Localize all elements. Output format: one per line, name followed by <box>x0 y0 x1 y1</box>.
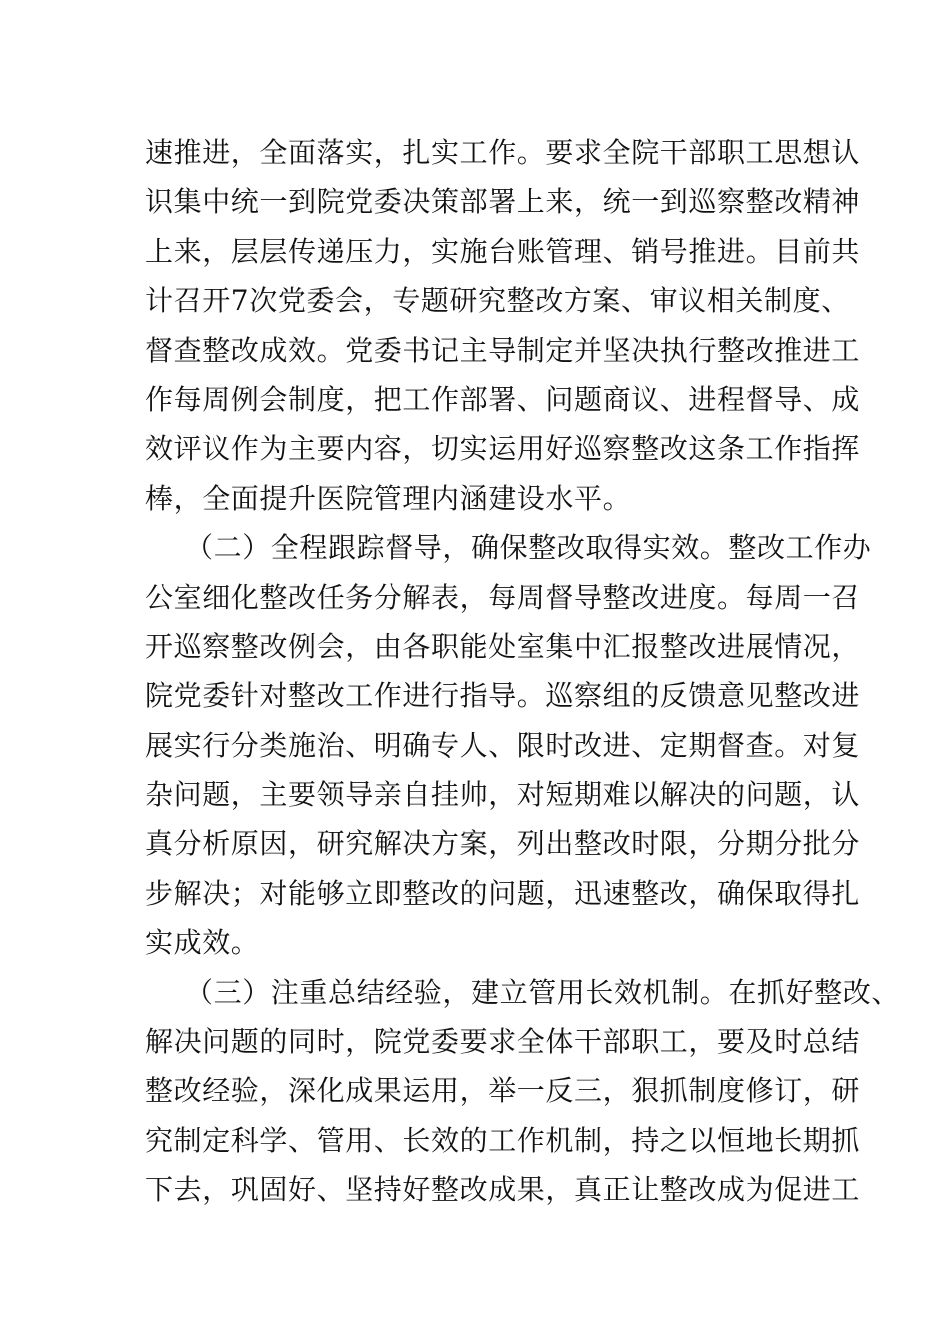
text-line: 识集中统一到院党委决策部署上来，统一到巡察整改精神 <box>145 185 861 219</box>
text-line: 步解决；对能够立即整改的问题，迅速整改，确保取得扎 <box>145 876 861 910</box>
text-line: 下去，巩固好、坚持好整改成果，真正让整改成为促进工 <box>145 1173 861 1207</box>
paragraph-heading-2: （二）全程跟踪督导，确保整改取得实效。整改工作办 <box>185 531 872 565</box>
text-line: 解决问题的同时，院党委要求全体干部职工，要及时总结 <box>145 1025 861 1059</box>
text-line: 效评议作为主要内容，切实运用好巡察整改这条工作指挥 <box>145 432 861 466</box>
text-line: 上来，层层传递压力，实施台账管理、销号推进。目前共 <box>145 234 861 268</box>
text-line: 杂问题，主要领导亲自挂帅，对短期难以解决的问题，认 <box>145 778 861 812</box>
body-text <box>145 128 901 1215</box>
text-line: 院党委针对整改工作进行指导。巡察组的反馈意见整改进 <box>145 679 861 713</box>
text-line: 展实行分类施治、明确专人、限时改进、定期督查。对复 <box>145 728 861 762</box>
text-line: 棒，全面提升医院管理内涵建设水平。 <box>145 481 632 515</box>
text-line: 督查整改成效。党委书记主导制定并坚决执行整改推进工 <box>145 333 861 367</box>
text-line: 实成效。 <box>145 926 260 960</box>
text-line: 究制定科学、管用、长效的工作机制，持之以恒地长期抓 <box>145 1123 861 1157</box>
text-line: 整改经验，深化成果运用，举一反三，狠抓制度修订，研 <box>145 1074 861 1108</box>
text-line: 计召开7次党委会，专题研究整改方案、审议相关制度、 <box>145 284 850 318</box>
paragraph-heading-3: （三）注重总结经验，建立管用长效机制。在抓好整改、 <box>185 975 901 1009</box>
text-line: 开巡察整改例会，由各职能处室集中汇报整改进展情况， <box>145 629 861 663</box>
text-line: 真分析原因，研究解决方案，列出整改时限，分期分批分 <box>145 827 861 861</box>
text-line: 作每周例会制度，把工作部署、问题商议、进程督导、成 <box>145 382 861 416</box>
text-line: 速推进，全面落实，扎实工作。要求全院干部职工思想认 <box>145 136 861 169</box>
text-line: 公室细化整改任务分解表，每周督导整改进度。每周一召 <box>145 580 861 614</box>
